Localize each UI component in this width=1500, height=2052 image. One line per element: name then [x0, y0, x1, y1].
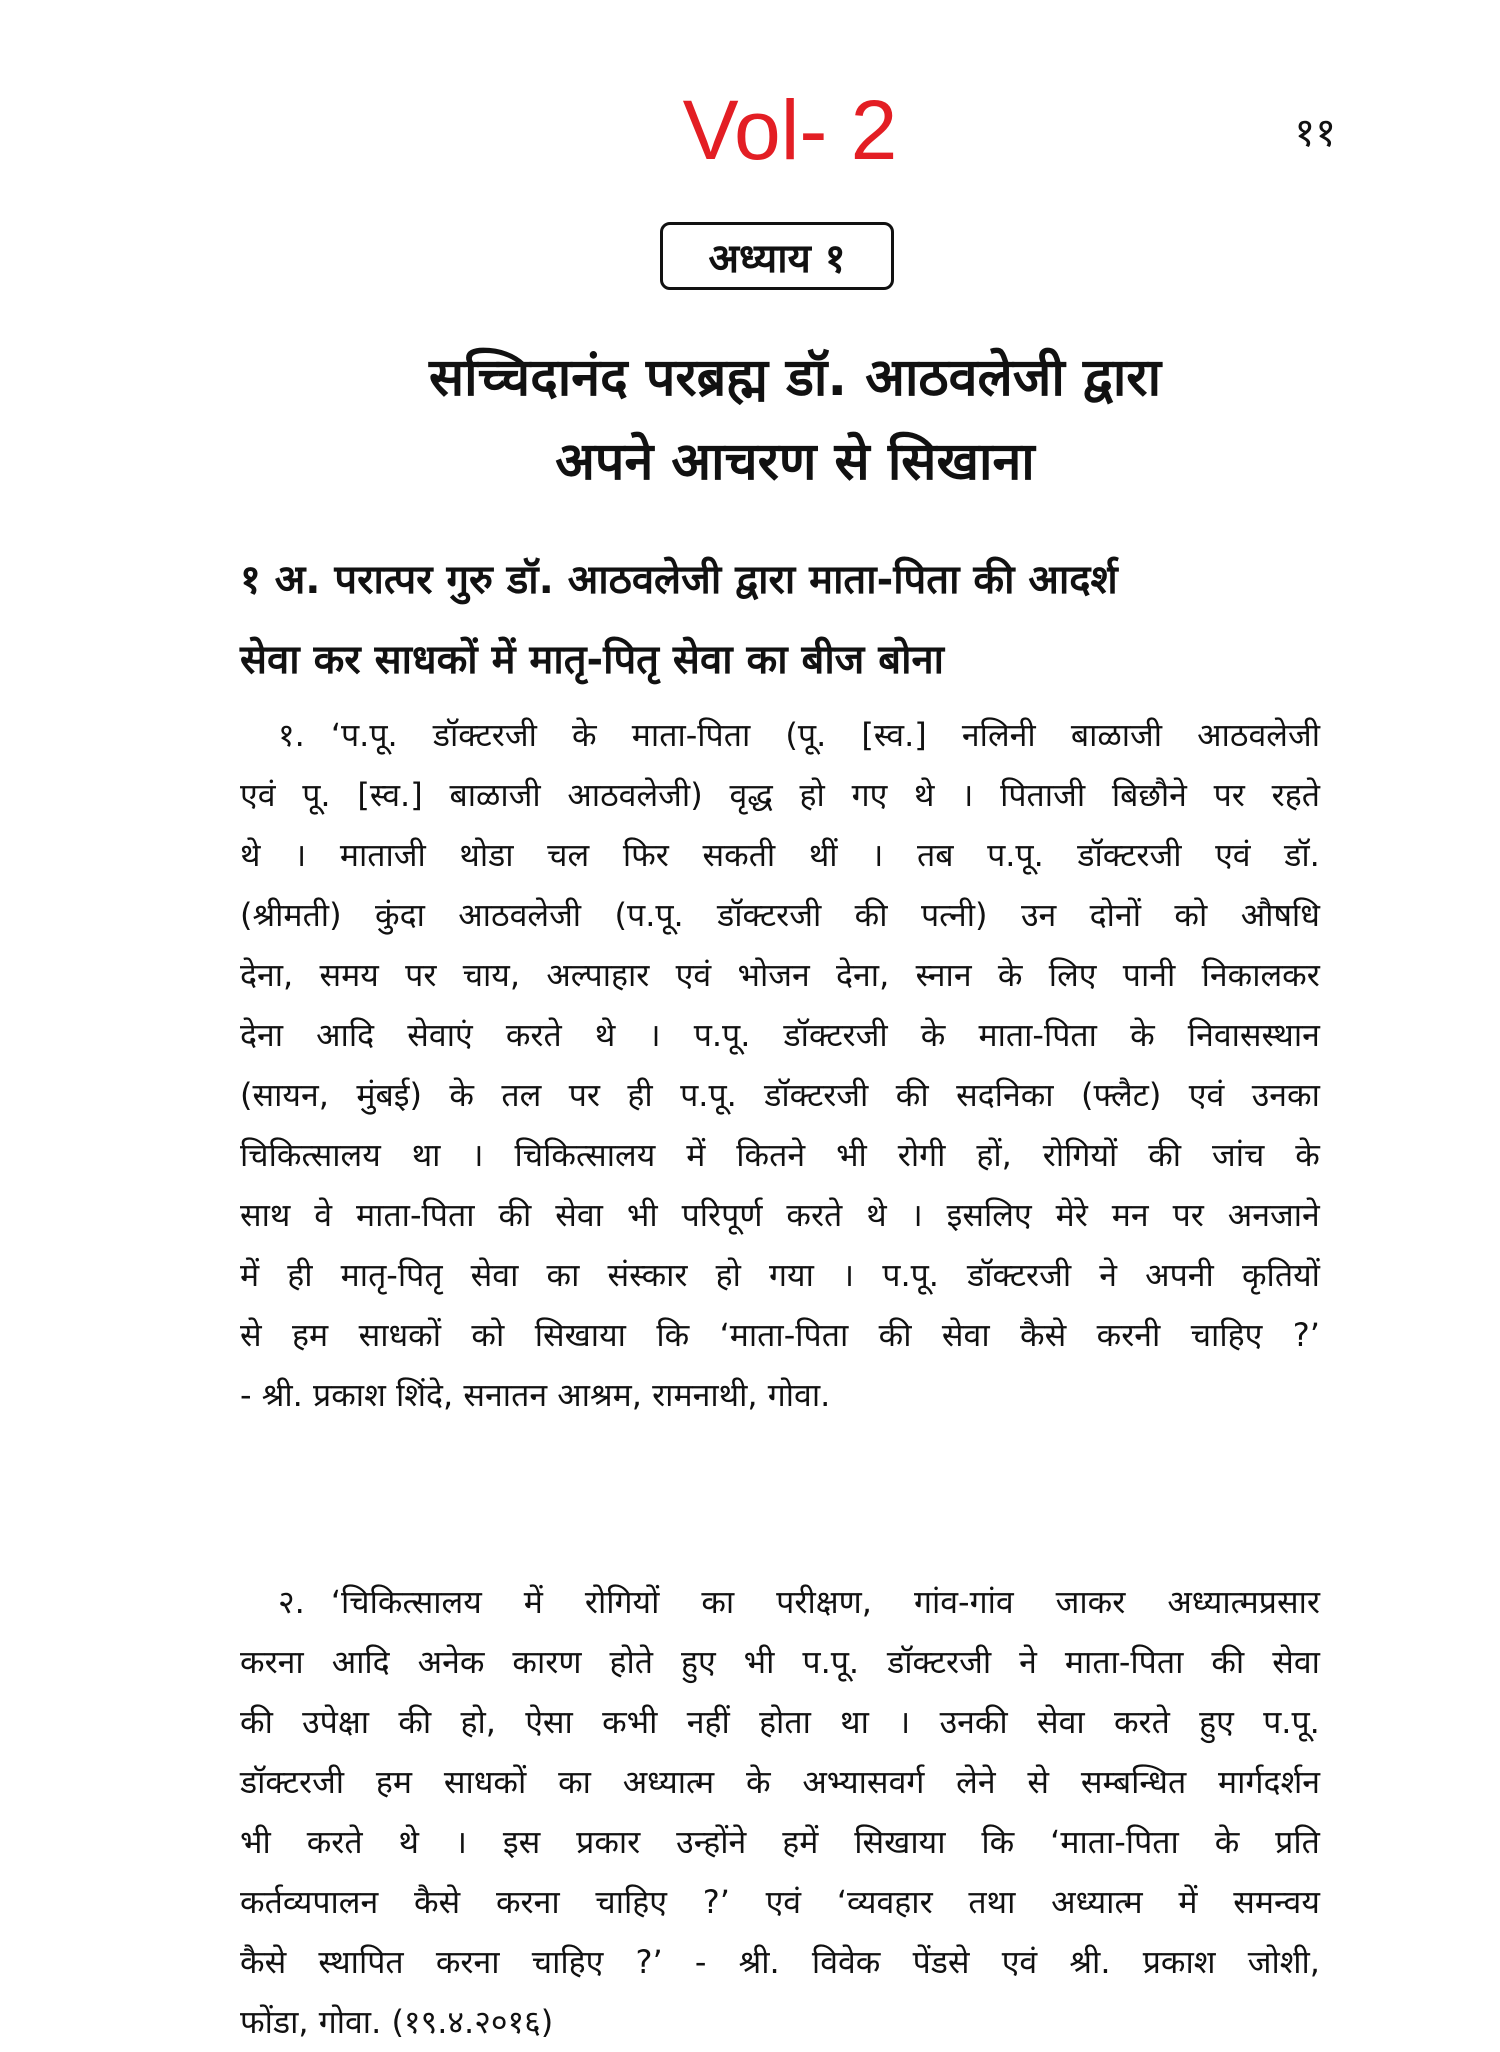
paragraph-1 — [240, 705, 1320, 1425]
paragraph-line: करना आदि अनेक कारण होते हुए भी प.पू. डॉक्टरजी ने माता-पिता की सेवा — [240, 1643, 1320, 1681]
chapter-title-line-2: अपने आचरण से सिखाना — [555, 432, 1035, 492]
paragraph-line-text: ‘प.पू. डॉक्टरजी के माता-पिता (पू. [स्व.] नलिनी बाळाजी आठवलेजी — [330, 716, 1320, 754]
paragraph-number: १. — [278, 716, 305, 754]
paragraph-attribution: - श्री. प्रकाश शिंदे, सनातन आश्रम, रामनाथी, गोवा. — [240, 1376, 831, 1414]
paragraph-line — [240, 705, 1320, 765]
paragraph-line: में ही मातृ-पितृ सेवा का संस्कार हो गया । प.पू. डॉक्टरजी ने अपनी कृतियों — [240, 1256, 1320, 1294]
paragraph-line: डॉक्टरजी हम साधकों का अध्यात्म के अभ्यासवर्ग लेने से सम्बन्धित मार्गदर्शन — [240, 1763, 1320, 1801]
paragraph-line-text: ‘चिकित्सालय में रोगियों का परीक्षण, गांव-गांव जाकर अध्यात्मप्रसार — [330, 1583, 1320, 1621]
paragraph-line: एवं पू. [स्व.] बाळाजी आठवलेजी) वृद्ध हो गए थे । पिताजी बिछौने पर रहते — [240, 776, 1320, 814]
paragraph-line: की उपेक्षा की हो, ऐसा कभी नहीं होता था । उनकी सेवा करते हुए प.पू. — [240, 1703, 1320, 1741]
paragraph-number: २. — [278, 1583, 305, 1621]
paragraph-attribution: फोंडा, गोवा. (१९.४.२०१६) — [240, 2003, 554, 2041]
paragraph-line: (श्रीमती) कुंदा आठवलेजी (प.पू. डॉक्टरजी की पत्नी) उन दोनों को औषधि — [240, 896, 1320, 934]
paragraph-line: साथ वे माता-पिता की सेवा भी परिपूर्ण करते थे । इसलिए मेरे मन पर अनजाने — [240, 1196, 1320, 1234]
page-number: ११ — [1294, 110, 1336, 156]
paragraph-2 — [240, 1572, 1320, 2052]
paragraph-line: चिकित्सालय था । चिकित्सालय में कितने भी रोगी हों, रोगियों की जांच के — [240, 1136, 1320, 1174]
paragraph-line: देना, समय पर चाय, अल्पाहार एवं भोजन देना, स्नान के लिए पानी निकालकर — [240, 956, 1320, 994]
section-heading — [240, 540, 1320, 700]
paragraph-line: कैसे स्थापित करना चाहिए ?’ - श्री. विवेक पेंडसे एवं श्री. प्रकाश जोशी, — [240, 1943, 1320, 1981]
chapter-title-line-1: सच्चिदानंद परब्रह्म डॉ. आठवलेजी द्वारा — [428, 348, 1162, 408]
paragraph-line: देना आदि सेवाएं करते थे । प.पू. डॉक्टरजी के माता-पिता के निवासस्थान — [240, 1016, 1320, 1054]
section-heading-line-2: सेवा कर साधकों में मातृ-पितृ सेवा का बीज बोना — [240, 637, 945, 683]
volume-label: Vol- 2 — [682, 83, 898, 177]
paragraph-line: थे । माताजी थोडा चल फिर सकती थीं । तब प.पू. डॉक्टरजी एवं डॉ. — [240, 836, 1320, 874]
paragraph-line — [240, 1572, 1320, 1632]
paragraph-line: (सायन, मुंबई) के तल पर ही प.पू. डॉक्टरजी की सदनिका (फ्लैट) एवं उनका — [240, 1076, 1320, 1114]
chapter-title — [150, 336, 1440, 504]
paragraph-line: से हम साधकों को सिखाया कि ‘माता-पिता की सेवा कैसे करनी चाहिए ?’ — [240, 1316, 1320, 1354]
section-heading-line-1: १ अ. परात्पर गुरु डॉ. आठवलेजी द्वारा माता-पिता की आदर्श — [240, 557, 1118, 603]
paragraph-line: कर्तव्यपालन कैसे करना चाहिए ?’ एवं ‘व्यवहार तथा अध्यात्म में समन्वय — [240, 1883, 1320, 1921]
paragraph-line: भी करते थे । इस प्रकार उन्होंने हमें सिखाया कि ‘माता-पिता के प्रति — [240, 1823, 1320, 1861]
chapter-label-box: अध्याय १ — [660, 222, 894, 290]
